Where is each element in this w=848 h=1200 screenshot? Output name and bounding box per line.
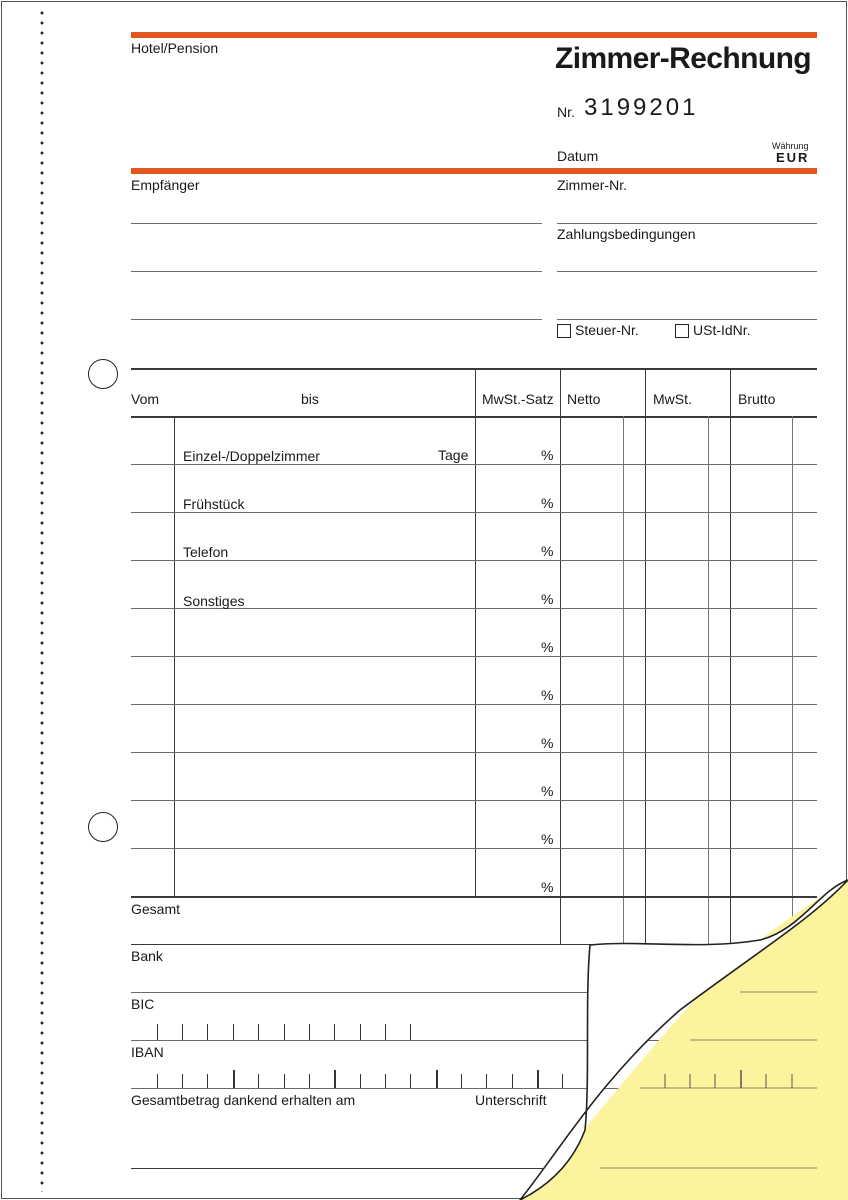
- header-to: bis: [301, 391, 319, 407]
- item-label: Frühstück: [183, 496, 245, 512]
- currency-value: EUR: [776, 150, 810, 165]
- currency-caption: Währung: [772, 141, 809, 151]
- item-label: Sonstiges: [183, 593, 245, 609]
- percent-sign: %: [541, 495, 554, 511]
- bic-label: BIC: [131, 996, 155, 1012]
- header-from: Vom: [131, 391, 160, 407]
- percent-sign: %: [541, 879, 554, 895]
- percent-sign: %: [541, 831, 554, 847]
- vat-id-label: USt-IdNr.: [693, 322, 751, 338]
- payment-terms-label: Zahlungsbedingungen: [557, 226, 696, 242]
- received-label: Gesamtbetrag dankend erhalten am: [131, 1092, 356, 1108]
- nr-label: Nr.: [557, 104, 575, 120]
- percent-sign: %: [541, 543, 554, 559]
- percent-sign: %: [541, 591, 554, 607]
- tax-number-label: Steuer-Nr.: [575, 322, 639, 338]
- percent-sign: %: [541, 639, 554, 655]
- signature-label: Unterschrift: [475, 1092, 547, 1108]
- page-title: Zimmer-Rechnung: [555, 42, 812, 75]
- item-label: Telefon: [183, 544, 229, 560]
- room-number-label: Zimmer-Nr.: [557, 177, 627, 193]
- percent-sign: %: [541, 687, 554, 703]
- iban-label: IBAN: [131, 1044, 164, 1060]
- item-label: Einzel-/Doppelzimmer: [183, 448, 320, 464]
- percent-sign: %: [541, 447, 554, 463]
- invoice-number: 3199201: [584, 94, 699, 121]
- header-vat: MwSt.: [653, 391, 692, 407]
- header-gross: Brutto: [738, 391, 776, 407]
- percent-sign: %: [541, 783, 554, 799]
- bank-label: Bank: [131, 948, 163, 964]
- hotel-label: Hotel/Pension: [131, 40, 219, 56]
- total-label: Gesamt: [131, 901, 181, 917]
- header-net: Netto: [567, 391, 601, 407]
- days-label: Tage: [438, 447, 469, 463]
- percent-sign: %: [541, 735, 554, 751]
- recipient-label: Empfänger: [131, 177, 200, 193]
- header-vat-rate: MwSt.-Satz: [482, 391, 554, 407]
- datum-label: Datum: [557, 148, 599, 164]
